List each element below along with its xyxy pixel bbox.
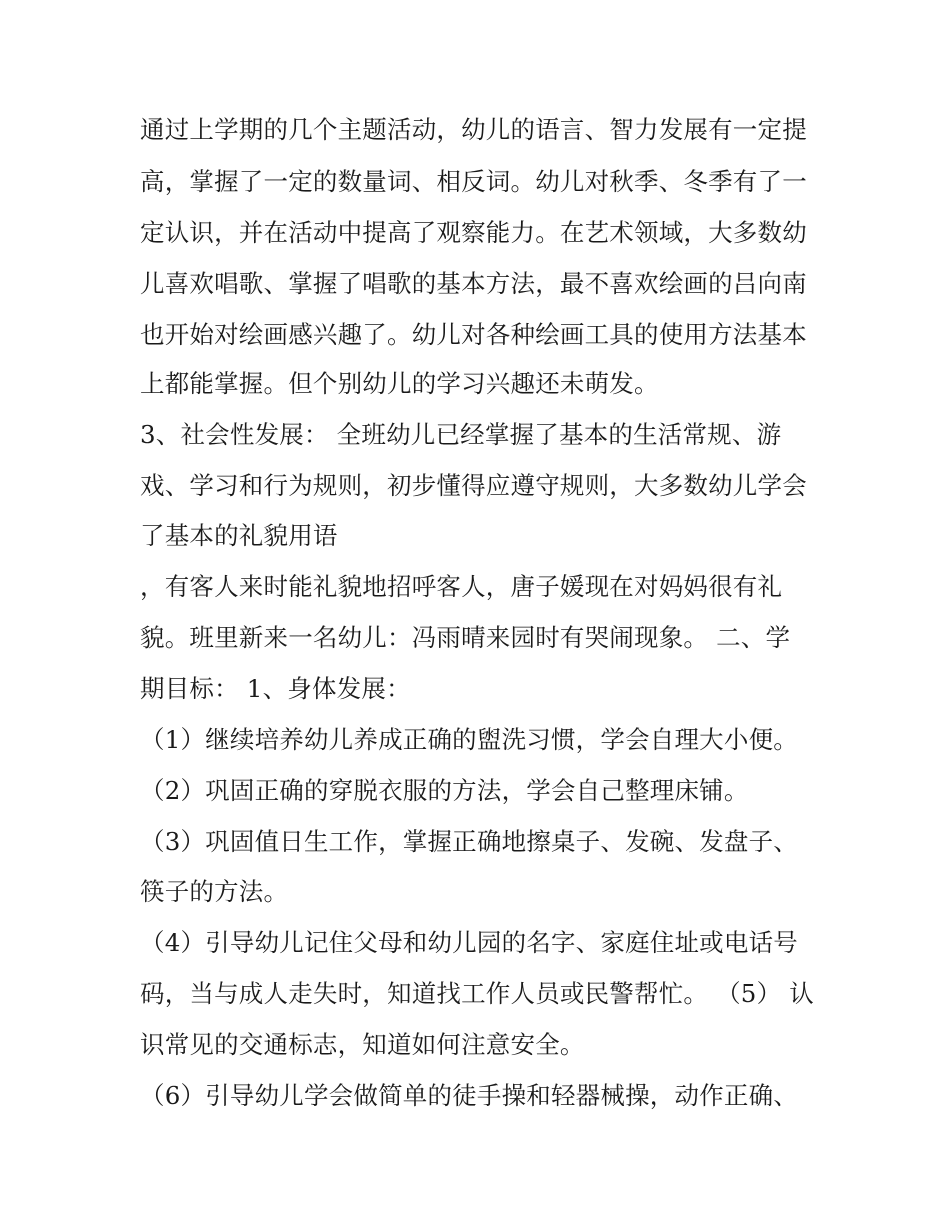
text-line: 儿喜欢唱歌、掌握了唱歌的基本方法，最不喜欢绘画的吕向南 bbox=[140, 269, 807, 298]
text-line: （3）巩固值日生工作，掌握正确地擦桌子、发碗、发盘子、 bbox=[140, 827, 798, 856]
text-line: 通过上学期的几个主题活动，幼儿的语言、智力发展有一定提 bbox=[140, 115, 807, 144]
text-line: 筷子的方法。 bbox=[140, 877, 289, 906]
text-line: 识常见的交通标志，知道如何注意安全。 bbox=[140, 1030, 585, 1059]
text-line: 了基本的礼貌用语 bbox=[140, 521, 338, 550]
text-line: 3、社会性发展： 全班幼儿已经掌握了基本的生活常规、游 bbox=[140, 420, 782, 449]
text-line: 貌。班里新来一名幼儿：冯雨晴来园时有哭闹现象。 二、学 bbox=[140, 623, 791, 652]
text-line: ，有客人来时能礼貌地招呼客人，唐子媛现在对妈妈很有礼 bbox=[140, 572, 783, 601]
text-line: 也开始对绘画感兴趣了。幼儿对各种绘画工具的使用方法基本 bbox=[140, 320, 807, 349]
text-line: 码，当与成人走失时，知道找工作人员或民警帮忙。 （5） 认 bbox=[140, 979, 814, 1008]
text-line: 期目标： 1、身体发展： bbox=[140, 674, 411, 703]
text-line: 定认识，并在活动中提高了观察能力。在艺术领域，大多数幼 bbox=[140, 218, 807, 247]
text-line: （4）引导幼儿记住父母和幼儿园的名字、家庭住址或电话号 bbox=[140, 928, 798, 957]
text-line: 上都能掌握。但个别幼儿的学习兴趣还未萌发。 bbox=[140, 369, 659, 398]
text-line: （6）引导幼儿学会做简单的徒手操和轻器械操，动作正确、 bbox=[140, 1081, 798, 1110]
text-line: （1）继续培养幼儿养成正确的盥洗习惯，学会自理大小便。 bbox=[140, 725, 798, 754]
text-line: 高，掌握了一定的数量词、相反词。幼儿对秋季、冬季有了一 bbox=[140, 167, 807, 196]
text-line: 戏、学习和行为规则，初步懂得应遵守规则，大多数幼儿学会 bbox=[140, 471, 807, 500]
text-line: （2）巩固正确的穿脱衣服的方法，学会自己整理床铺。 bbox=[140, 776, 749, 805]
